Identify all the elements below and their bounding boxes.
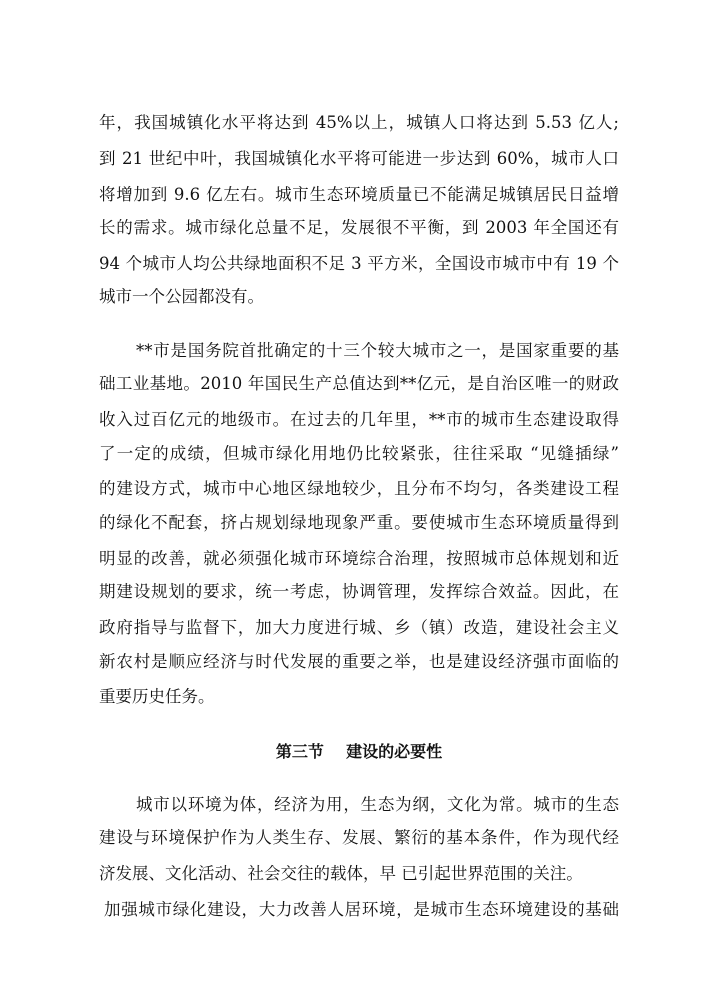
- section-heading: 第三节 建设的必要性: [275, 742, 443, 761]
- paragraph-1-line: 94 个城市人均公共绿地面积不足 3 平方米，全国设市城市中有 19 个: [99, 254, 619, 273]
- paragraph-2-line: 收入过百亿元的地级市。在过去的几年里，**市的城市生态建设取得: [99, 410, 619, 429]
- paragraph-1-line: 年，我国城镇化水平将达到 45%以上，城镇人口将达到 5.53 亿人;: [99, 113, 619, 132]
- paragraph-3-line: 加强城市绿化建设，大力改善人居环境，是城市生态环境建设的基础: [104, 900, 619, 919]
- paragraph-1-line: 将增加到 9.6 亿左右。城市生态环境质量已不能满足城镇居民日益增: [99, 185, 619, 204]
- paragraph-2-line: 了一定的成绩，但城市绿化用地仍比较紧张，往往采取 “见缝插绿”: [99, 444, 619, 463]
- paragraph-2-line: 明显的改善，就必须强化城市环境综合治理，按照城市总体规划和近: [99, 549, 619, 568]
- paragraph-2-line: 础工业基地。2010 年国民生产总值达到**亿元，是自治区唯一的财政: [99, 374, 619, 393]
- paragraph-1-line: 长的需求。城市绿化总量不足，发展很不平衡，到 2003 年全国还有: [99, 218, 619, 237]
- paragraph-1-line: 城市一个公园都没有。: [99, 287, 264, 306]
- paragraph-2-line: 重要历史任务。: [99, 687, 215, 706]
- paragraph-2-line: 的建设方式，城市中心地区绿地较少，且分布不均匀，各类建设工程: [99, 479, 619, 498]
- paragraph-1-line: 到 21 世纪中叶，我国城镇化水平将可能进一步达到 60%，城市人口: [99, 149, 619, 168]
- paragraph-2-line: 新农村是顺应经济与时代发展的重要之举，也是建设经济强市面临的: [99, 652, 619, 671]
- paragraph-2-line: **市是国务院首批确定的十三个较大城市之一，是国家重要的基: [136, 341, 619, 360]
- paragraph-3-line: 城市以环境为体，经济为用，生态为纲，文化为常。城市的生态: [136, 795, 619, 814]
- paragraph-2-line: 的绿化不配套，挤占规划绿地现象严重。要使城市生态环境质量得到: [99, 513, 619, 532]
- paragraph-2-line: 期建设规划的要求，统一考虑，协调管理，发挥综合效益。因此，在: [99, 582, 619, 601]
- paragraph-3-line: 济发展、文化活动、社会交往的载体，早 已引起世界范围的关注。: [99, 864, 583, 883]
- paragraph-2-line: 政府指导与监督下，加大力度进行城、乡（镇）改造，建设社会主义: [99, 618, 619, 637]
- paragraph-3-line: 建设与环境保护作为人类生存、发展、繁衍的基本条件，作为现代经: [99, 828, 619, 847]
